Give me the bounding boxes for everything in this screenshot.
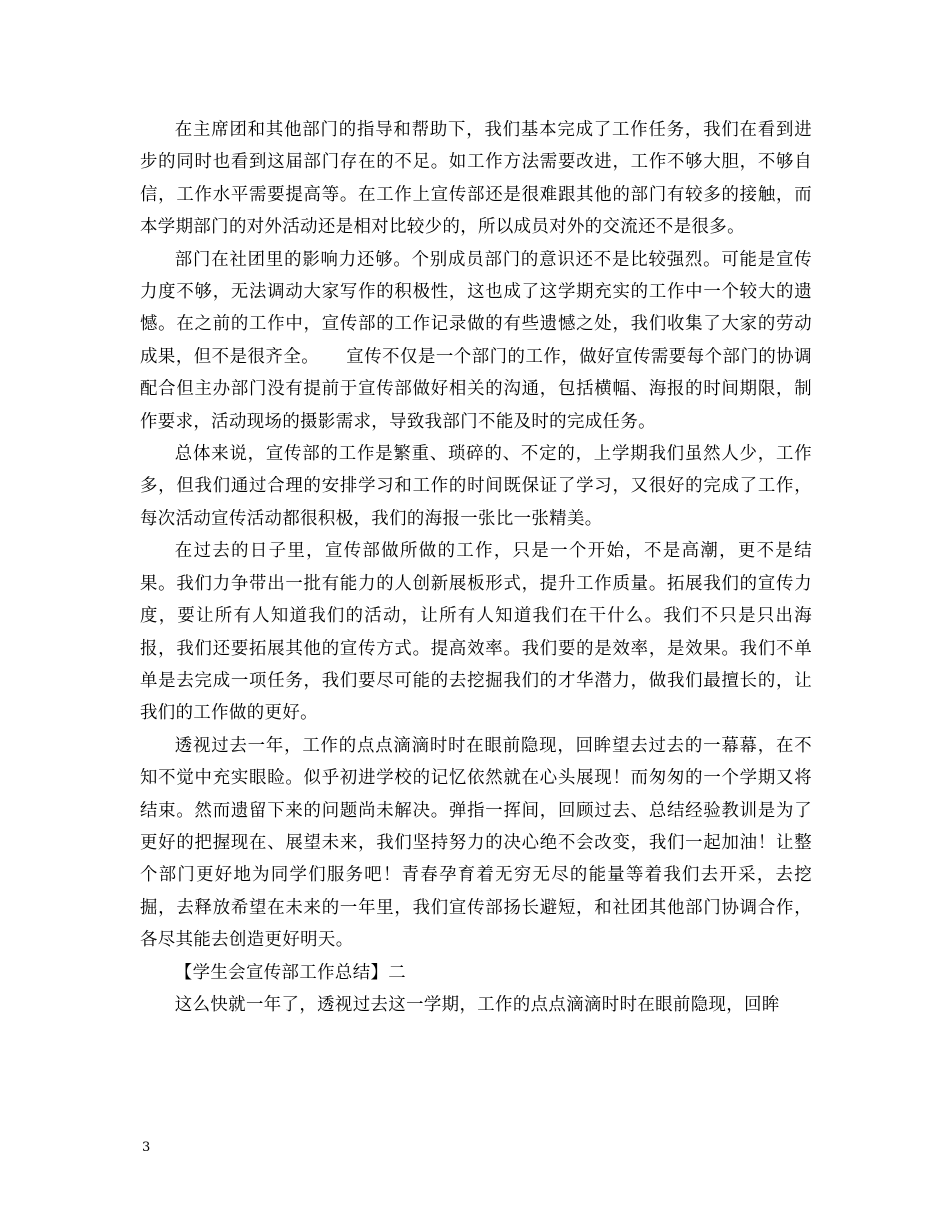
paragraph-5: 透视过去一年，工作的点点滴滴时时在眼前隐现，回眸望去过去的一幕幕，在不知不觉中充实眼睑。似乎初进学校的记忆依然就在心头展现！而匆匆的一个学期又将结束。然而遗留下来的问题尚未解决。弹指一挥间，回顾过去、总结经验教训是为了更好的把握现在、展望未来，我们坚持努力的决心绝不会改变，我们一起加油！让整个部门更好地为同学们服务吧！青春孕育着无穷无尽的能量等着我们去开采，去挖掘，去释放希望在未来的一年里，我们宣传部扬长避短，和社团其他部门协调合作，各尽其能去创造更好明天。 [140, 735, 812, 951]
paragraph-6: 这么快就一年了，透视过去这一学期，工作的点点滴滴时时在眼前隐现，回眸 [174, 994, 780, 1015]
paragraph-3: 总体来说，宣传部的工作是繁重、琐碎的、不定的，上学期我们虽然人少，工作多，但我们通过合理的安排学习和工作的时间既保证了学习，又很好的完成了工作，每次活动宣传活动都很积极，我们的海报一张比一张精美。 [140, 444, 812, 529]
section-heading: 【学生会宣传部工作总结】二 [174, 962, 407, 983]
paragraph-1: 在主席团和其他部门的指导和帮助下，我们基本完成了工作任务，我们在看到进步的同时也看到这届部门存在的不足。如工作方法需要改进，工作不够大胆，不够自信，工作水平需要提高等。在工作上宣传部还是很难跟其他的部门有较多的接触，而本学期部门的对外活动还是相对比较少的，所以成员对外的交流还不是很多。 [140, 120, 812, 238]
page-number: 3 [142, 1140, 151, 1155]
paragraph-4: 在过去的日子里，宣传部做所做的工作，只是一个开始，不是高潮，更不是结果。我们力争带出一批有能力的人创新展板形式，提升工作质量。拓展我们的宣传力度，要让所有人知道我们的活动，让所有人知道我们在干什么。我们不只是只出海报，我们还要拓展其他的宣传方式。提高效率。我们要的是效率，是效果。我们不单单是去完成一项任务，我们要尽可能的去挖掘我们的才华潜力，做我们最擅长的，让我们的工作做的更好。 [140, 541, 812, 724]
document-body [140, 114, 812, 1021]
paragraph-2: 部门在社团里的影响力还够。个别成员部门的意识还不是比较强烈。可能是宣传力度不够，无法调动大家写作的积极性，这也成了这学期充实的工作中一个较大的遗憾。在之前的工作中，宣传部的工作记录做的有些遗憾之处，我们收集了大家的劳动成果，但不是很齐全。 宣传不仅是一个部门的工作，做好宣传需要每个部门的协调配合但主办部门没有提前于宣传部做好相关的沟通，包括横幅、海报的时间期限，制作要求，活动现场的摄影需求，导致我部门不能及时的完成任务。 [140, 249, 812, 432]
